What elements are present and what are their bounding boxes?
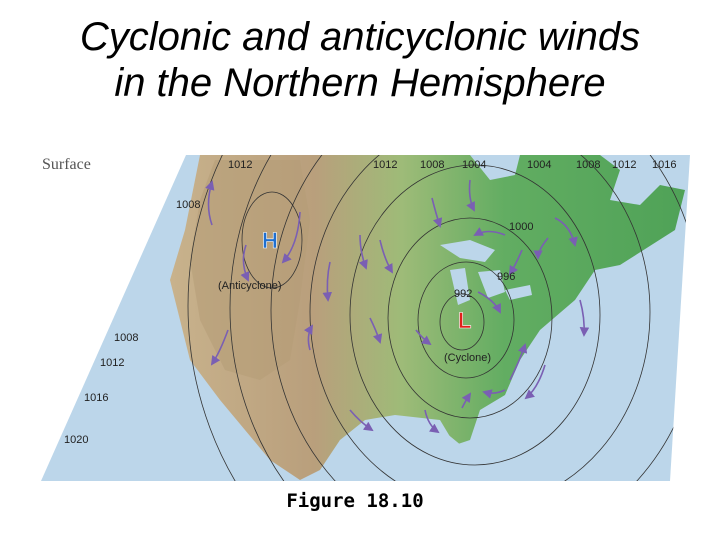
- map-panel: [30, 0, 720, 540]
- title-line-2: in the Northern Hemisphere: [114, 61, 606, 105]
- isobar-label: 1020: [64, 434, 89, 446]
- isobar-label: 1012: [373, 159, 398, 171]
- surface-label: Surface: [42, 156, 91, 173]
- isobar-label: 1016: [652, 159, 677, 171]
- cyclone-label: (Cyclone): [444, 352, 492, 364]
- isobar-label: 1008: [114, 332, 139, 344]
- isobar-label: 1004: [462, 159, 487, 171]
- isobar-label: 1008: [420, 159, 445, 171]
- isobar-label: 1016: [84, 392, 109, 404]
- anticyclone-label: (Anticyclone): [218, 280, 282, 292]
- isobar-label: 1004: [527, 159, 552, 171]
- high-pressure-symbol: H: [262, 228, 278, 253]
- isobar-label: 1008: [576, 159, 601, 171]
- figure-caption: Figure 18.10: [286, 490, 424, 512]
- isobar-label: 1012: [612, 159, 637, 171]
- title-line-1: Cyclonic and anticyclonic winds: [79, 15, 641, 59]
- isobar-label: 1008: [176, 199, 201, 211]
- isobar-label: 1012: [228, 159, 253, 171]
- isobar-label: 996: [497, 271, 516, 283]
- low-pressure-symbol: L: [458, 308, 472, 333]
- isobar-label: 1012: [100, 357, 125, 369]
- isobar-label: 1000: [509, 221, 534, 233]
- isobar-label: 992: [454, 288, 473, 300]
